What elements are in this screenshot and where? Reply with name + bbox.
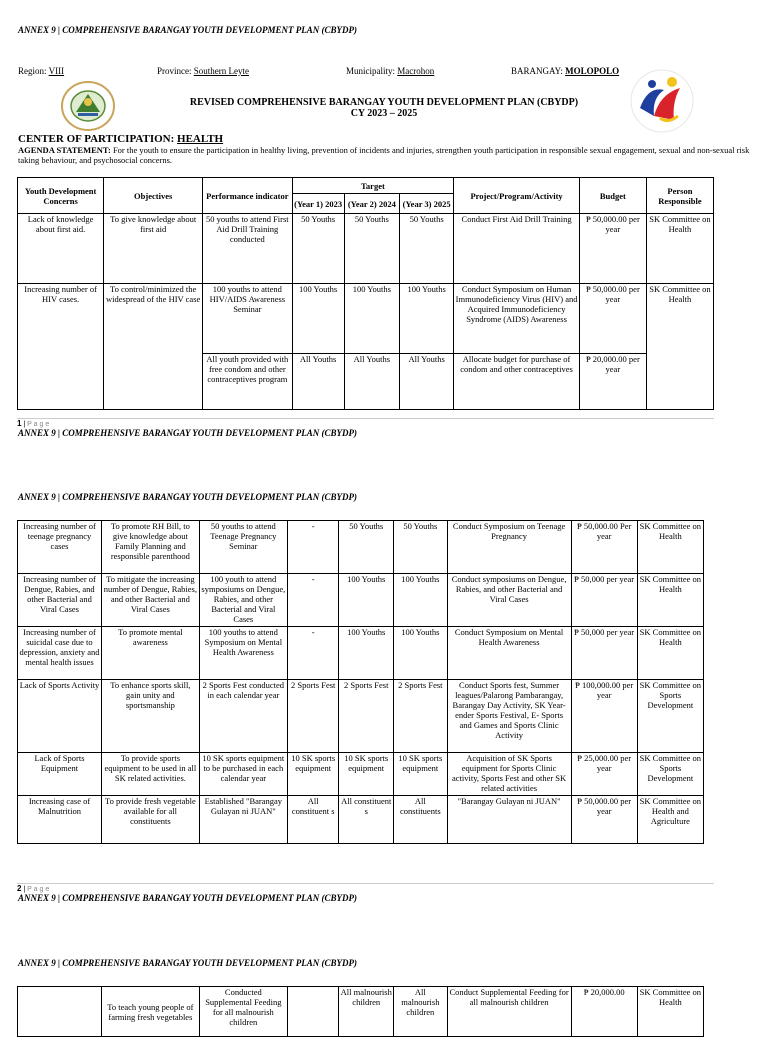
cell-concern: Increasing case of Malnutrition xyxy=(18,796,102,844)
plan-table-page2 xyxy=(17,520,704,844)
cell-indicator: All youth provided with free condom and other contraceptives program xyxy=(203,354,292,410)
center-of-participation: CENTER OF PARTICIPATION: HEALTH xyxy=(18,133,224,145)
cell-objective: To promote mental awareness xyxy=(102,627,200,680)
annex-footer-1: ANNEX 9 | COMPREHENSIVE BARANGAY YOUTH DEVELOPMENT PLAN (CBYDP) xyxy=(18,428,358,438)
municipality-field: Municipality: Macrohon xyxy=(346,66,435,76)
header-indicator: Performance indicator xyxy=(203,178,292,214)
cell-ppa: Conduct Sports fest, Summer leagues/Palarong Pambarangay, Barangay Day Activity, SK Year-ender Sports Festival, E- Sports and Games and Sports Clinic Activity xyxy=(447,680,571,753)
header-year3: (Year 3) 2025 xyxy=(400,194,454,214)
cell-ppa: Allocate budget for purchase of condom and other contraceptives xyxy=(454,354,580,410)
cell-indicator: 50 youths to attend First Aid Drill Training conducted xyxy=(203,214,292,284)
page-divider xyxy=(17,418,714,419)
cell-concern: Increasing number of Dengue, Rabies, and other Bacterial and Viral Cases xyxy=(18,574,102,627)
cell-budget: ₱ 50,000.00 per year xyxy=(579,214,646,284)
cell-person: SK Committee on Health xyxy=(637,574,703,627)
header-year1: (Year 1) 2023 xyxy=(292,194,344,214)
cell-ppa: Conduct Symposium on Human Immunodeficiency Virus (HIV) and Acquired Immunodeficiency Syndrome (AIDS) Awareness xyxy=(454,284,580,354)
agenda-statement: AGENDA STATEMENT: For the youth to ensure the participation in healthy living, prevention of incidents and injuries, strengthen youth participation in responsible sexual engagement, sexual and non-sexual risk taking behaviour, and psychosocial concerns. xyxy=(18,145,750,165)
annex-header: ANNEX 9 | COMPREHENSIVE BARANGAY YOUTH DEVELOPMENT PLAN (CBYDP) xyxy=(18,25,358,35)
plan-table-page3 xyxy=(17,986,704,1037)
cell-concern: Lack of Sports Equipment xyxy=(18,753,102,796)
cell-budget: ₱ 25,000.00 per year xyxy=(571,753,637,796)
cell-year3: All malnourish children xyxy=(394,987,448,1037)
province-field: Province: Southern Leyte xyxy=(157,66,249,76)
cell-ppa: Conduct First Aid Drill Training xyxy=(454,214,580,284)
cell-ppa: "Barangay Gulayan ni JUAN" xyxy=(447,796,571,844)
cell-year3: All constituents xyxy=(394,796,448,844)
cell-concern: Increasing number of teenage pregnancy cases xyxy=(18,521,102,574)
cell-objective: To provide sports equipment to be used in all SK related activities. xyxy=(102,753,200,796)
cell-person: SK Committee on Health xyxy=(637,521,703,574)
cell-budget: ₱ 50,000.00 Per year xyxy=(571,521,637,574)
cell-year2: 100 Youths xyxy=(344,284,399,354)
cell-objective: To enhance sports skill, gain unity and sportsmanship xyxy=(102,680,200,753)
cell-indicator: Established "Barangay Gulayan ni JUAN" xyxy=(199,796,287,844)
page-number-1: 1 | P a g e xyxy=(17,419,50,428)
header-target: Target xyxy=(292,178,454,194)
cell-year3: 10 SK sports equipment xyxy=(394,753,448,796)
cell-ppa: Acquisition of SK Sports equipment for Sports Clinic activity, Sports Fest and other SK related activities xyxy=(447,753,571,796)
cell-year1: - xyxy=(287,627,338,680)
annex-footer-2: ANNEX 9 | COMPREHENSIVE BARANGAY YOUTH DEVELOPMENT PLAN (CBYDP) xyxy=(18,893,358,903)
cell-year1: 10 SK sports equipment xyxy=(287,753,338,796)
table-row xyxy=(18,284,714,354)
cell-year2: All malnourish children xyxy=(339,987,394,1037)
header-year2: (Year 2) 2024 xyxy=(344,194,399,214)
cell-person: SK Committee on Health xyxy=(646,214,713,284)
cell-year1: 2 Sports Fest xyxy=(287,680,338,753)
cell-year1: 50 Youths xyxy=(292,214,344,284)
cell-ppa: Conduct symposiums on Dengue, Rabies, and other Bacterial and Viral Cases xyxy=(447,574,571,627)
cell-year3: 100 Youths xyxy=(394,574,448,627)
barangay-field: BARANGAY: MOLOPOLO xyxy=(511,66,620,76)
cell-year3: 50 Youths xyxy=(400,214,454,284)
cell-ppa: Conduct Supplemental Feeding for all malnourish children xyxy=(447,987,571,1037)
table-row xyxy=(18,753,704,796)
cell-budget: ₱ 50,000.00 per year xyxy=(579,284,646,354)
cell-year1: - xyxy=(287,521,338,574)
cell-year3: All Youths xyxy=(400,354,454,410)
table-row xyxy=(18,574,704,627)
cell-year2: 50 Youths xyxy=(344,214,399,284)
cell-indicator: 50 youths to attend Teenage Pregnancy Seminar xyxy=(199,521,287,574)
cell-year2: 100 Youths xyxy=(339,627,394,680)
cell-year2: All constituent s xyxy=(339,796,394,844)
cell-year2: 2 Sports Fest xyxy=(339,680,394,753)
cell-budget: ₱ 50,000.00 per year xyxy=(571,796,637,844)
cell-concern: Increasing number of suicidal case due to depression, anxiety and mental health issues xyxy=(18,627,102,680)
cell-person: SK Committee on Health and Agriculture xyxy=(637,796,703,844)
cell-indicator: 10 SK sports equipment to be purchased in each calendar year xyxy=(199,753,287,796)
cell-person: SK Committee on Sports Development xyxy=(637,753,703,796)
cell-year3: 50 Youths xyxy=(394,521,448,574)
cell-objective: To mitigate the increasing number of Dengue, Rabies, and other Bacterial and Viral Cases xyxy=(102,574,200,627)
cell-indicator: Conducted Supplemental Feeding for all malnourish children xyxy=(199,987,287,1037)
plan-table-page1 xyxy=(17,177,714,410)
annex-header-2: ANNEX 9 | COMPREHENSIVE BARANGAY YOUTH DEVELOPMENT PLAN (CBYDP) xyxy=(18,492,358,502)
cell-indicator: 2 Sports Fest conducted in each calendar year xyxy=(199,680,287,753)
table-row xyxy=(18,987,704,1037)
cell-person: SK Committee on Health xyxy=(646,284,713,410)
page-number-2: 2 | P a g e xyxy=(17,884,50,893)
cell-indicator: 100 youth to attend symposiums on Dengue, Rabies, and other Bacterial and Viral Cases xyxy=(199,574,287,627)
cell-year3: 100 Youths xyxy=(394,627,448,680)
cell-year1 xyxy=(287,987,338,1037)
annex-header-3: ANNEX 9 | COMPREHENSIVE BARANGAY YOUTH DEVELOPMENT PLAN (CBYDP) xyxy=(18,958,358,968)
cell-objective: To give knowledge about first aid xyxy=(104,214,203,284)
cell-concern xyxy=(18,987,102,1037)
table-row xyxy=(18,214,714,284)
cell-concern: Lack of knowledge about first aid. xyxy=(18,214,104,284)
cell-year2: 10 SK sports equipment xyxy=(339,753,394,796)
cell-objective: To teach young people of farming fresh vegetables xyxy=(102,987,200,1037)
header-budget: Budget xyxy=(579,178,646,214)
cell-year1: - xyxy=(287,574,338,627)
cell-ppa: Conduct Symposium on Mental Health Awareness xyxy=(447,627,571,680)
cell-year2: 100 Youths xyxy=(339,574,394,627)
region-field: Region: VIII xyxy=(18,66,65,76)
cell-year2: 50 Youths xyxy=(339,521,394,574)
cell-objective: To control/minimized the widespread of the HIV case xyxy=(104,284,203,410)
cell-year1: All Youths xyxy=(292,354,344,410)
cell-year1: 100 Youths xyxy=(292,284,344,354)
cell-concern: Increasing number of HIV cases. xyxy=(18,284,104,410)
header-ppa: Project/Program/Activity xyxy=(454,178,580,214)
cell-objective: To provide fresh vegetable available for all constituents xyxy=(102,796,200,844)
cell-objective: To promote RH Bill, to give knowledge about Family Planning and responsible parenthood xyxy=(102,521,200,574)
cell-indicator: 100 youths to attend Symposium on Mental Health Awareness xyxy=(199,627,287,680)
cell-person: SK Committee on Health xyxy=(637,627,703,680)
table-row xyxy=(18,796,704,844)
cell-year3: 100 Youths xyxy=(400,284,454,354)
cell-indicator: 100 youths to attend HIV/AIDS Awareness Seminar xyxy=(203,284,292,354)
header-person: Person Responsible xyxy=(646,178,713,214)
cell-budget: ₱ 20,000.00 xyxy=(571,987,637,1037)
cell-year2: All Youths xyxy=(344,354,399,410)
cell-person: SK Committee on Health xyxy=(637,987,703,1037)
cell-year1: All constituent s xyxy=(287,796,338,844)
cell-ppa: Conduct Symposium on Teenage Pregnancy xyxy=(447,521,571,574)
cell-budget: ₱ 20,000.00 per year xyxy=(579,354,646,410)
cell-year3: 2 Sports Fest xyxy=(394,680,448,753)
cell-budget: ₱ 100,000.00 per year xyxy=(571,680,637,753)
cell-budget: ₱ 50,000 per year xyxy=(571,627,637,680)
table-row xyxy=(18,680,704,753)
header-objectives: Objectives xyxy=(104,178,203,214)
cell-concern: Lack of Sports Activity xyxy=(18,680,102,753)
page-divider xyxy=(17,883,714,884)
table-row xyxy=(18,627,704,680)
table-row xyxy=(18,521,704,574)
cell-person: SK Committee on Sports Development xyxy=(637,680,703,753)
header-concerns: Youth Development Concerns xyxy=(18,178,104,214)
document-title: REVISED COMPREHENSIVE BARANGAY YOUTH DEVELOPMENT PLAN (CBYDP) CY 2023 – 2025 xyxy=(189,97,579,119)
cell-budget: ₱ 50,000 per year xyxy=(571,574,637,627)
